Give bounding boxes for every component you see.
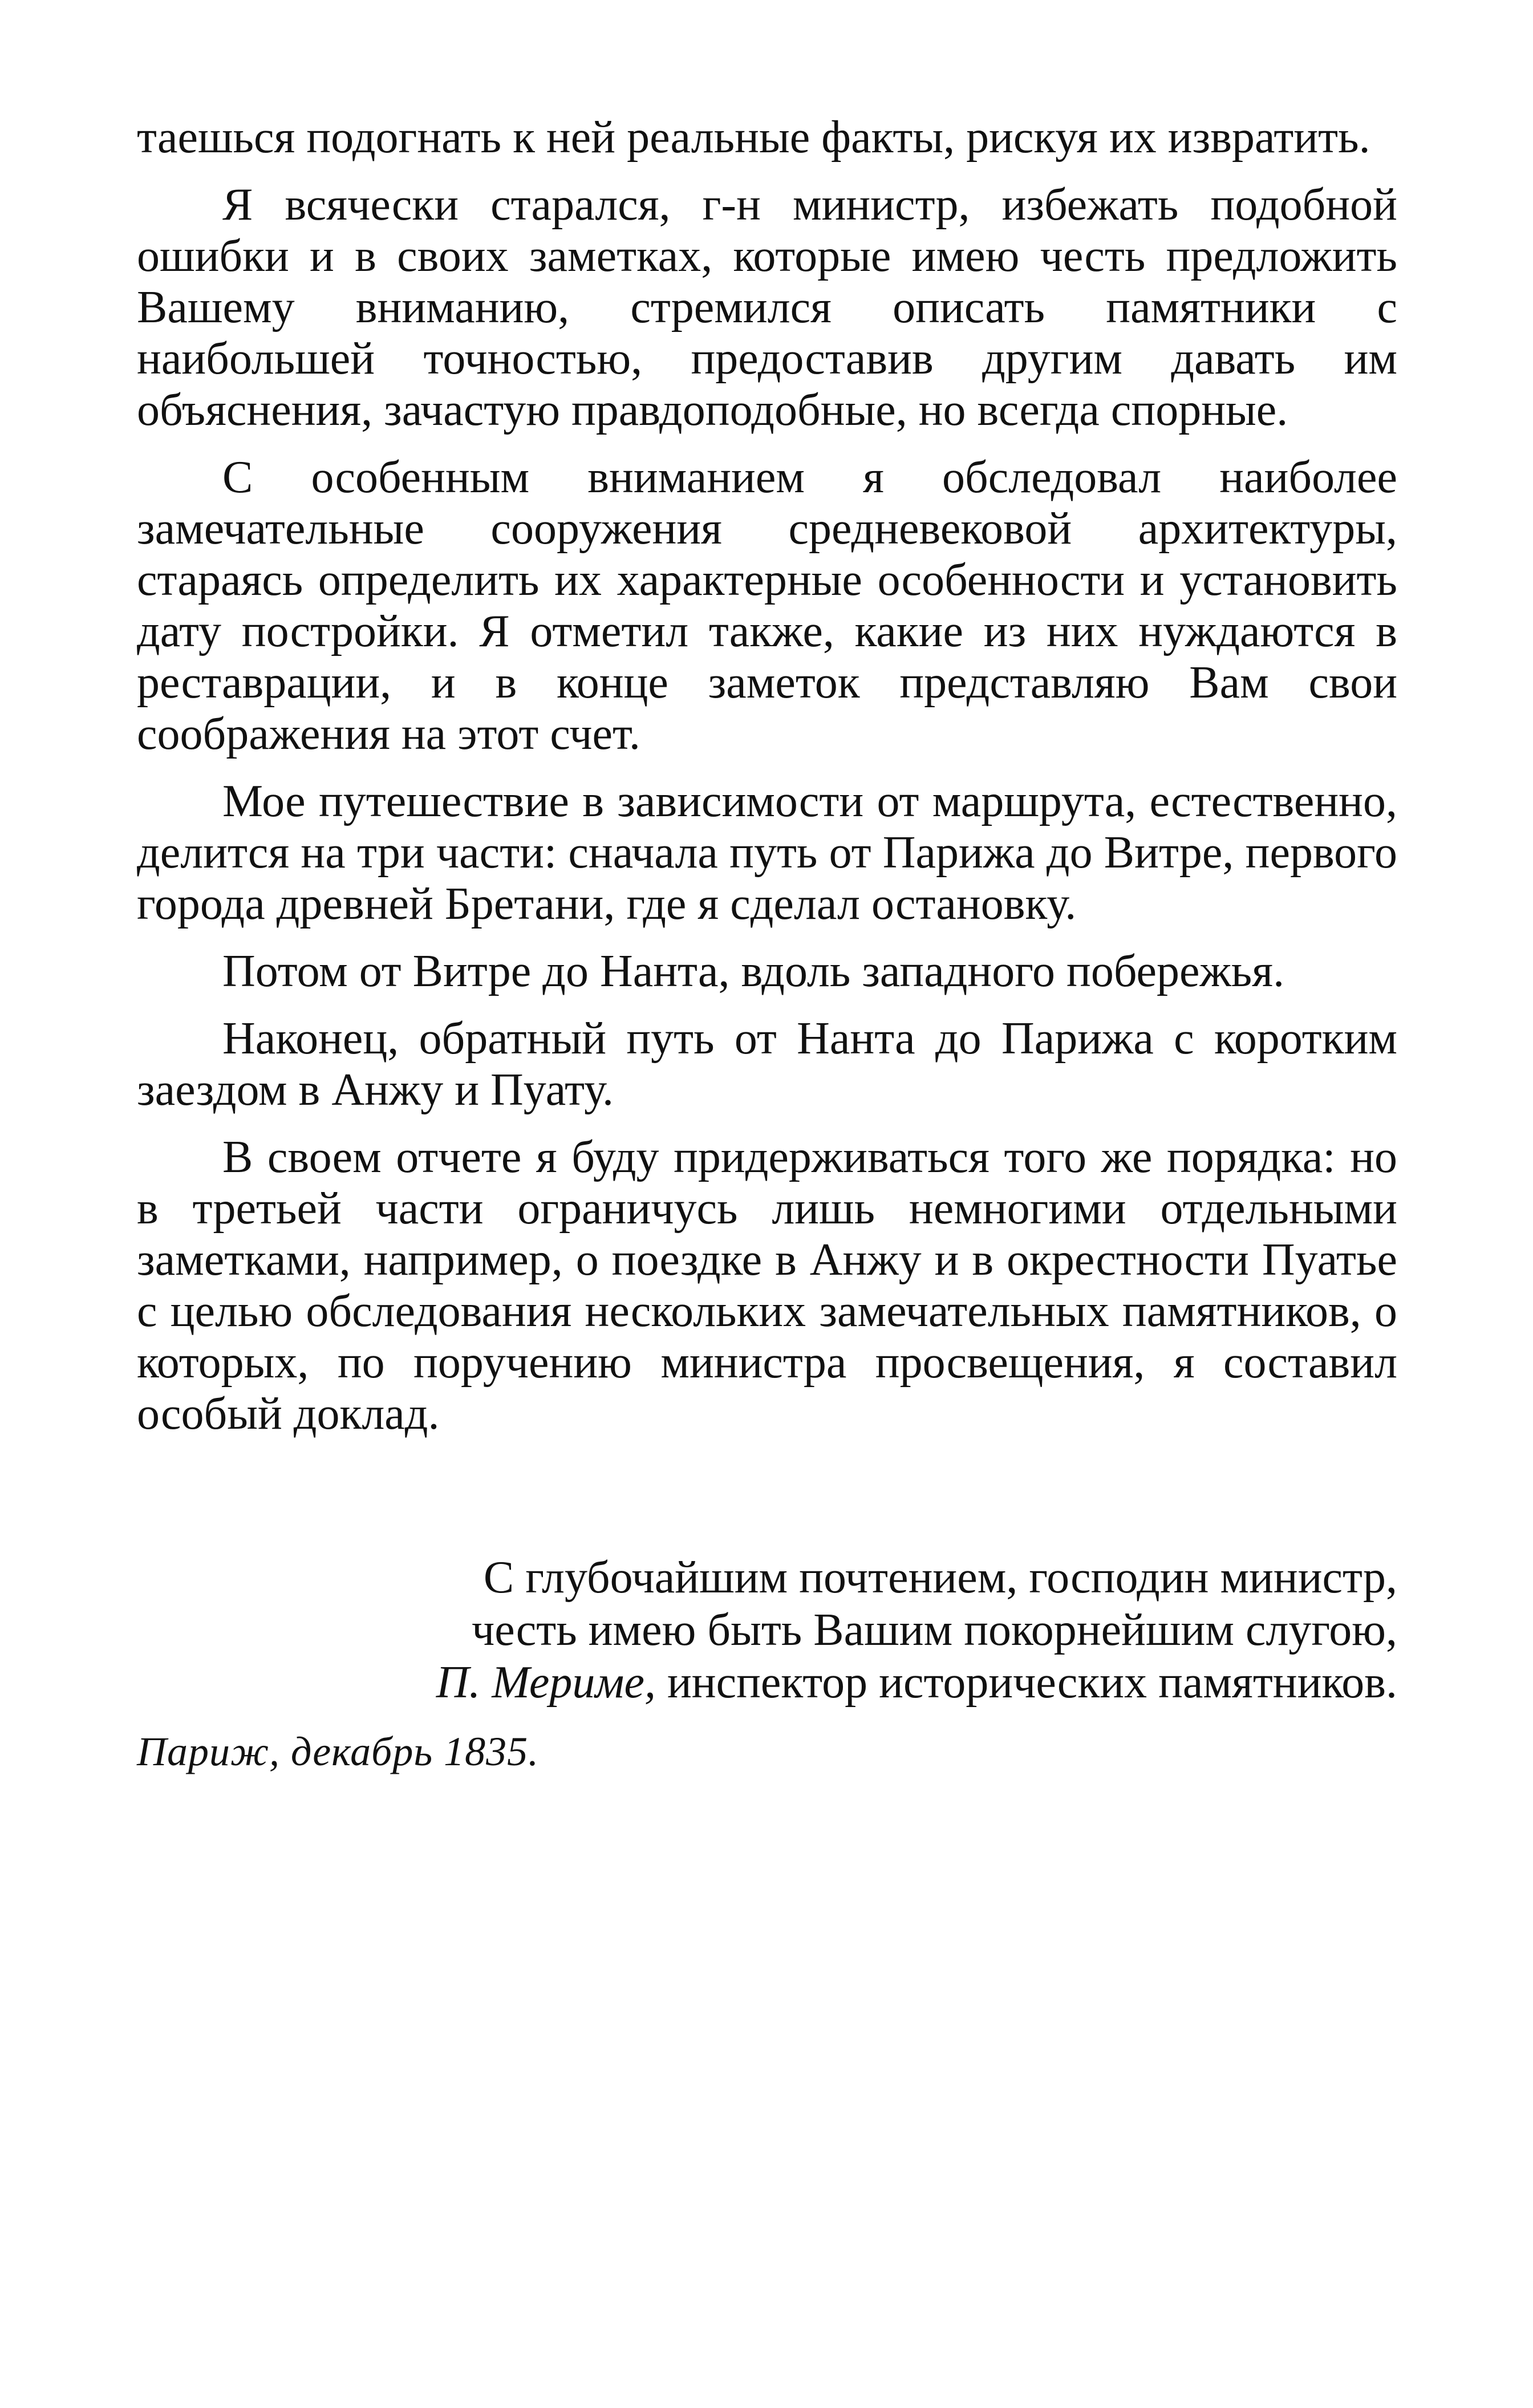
paragraph-vitre-nantes: Потом от Витре до Нанта, вдоль западного побережья. [222,946,1285,996]
signature-title: инспектор исторических памятников. [655,1657,1397,1708]
paragraph-report-order: В своем отчете я буду придерживаться того же порядка: но в третьей части ограничусь лишь немногими отдельными заметками, например, о поездке в Анжу и в окрестности Пуатье с целью обследования нескольких замечательных памятников, о которых, по поручению министра просвещения, я составил особый доклад. [137,1132,1397,1439]
paragraph-journey-parts: Мое путешествие в зависимости от маршрута, естественно, делится на три части: сначала путь от Парижа до Витре, первого города древней Бретани, где я сделал остановку. [137,776,1397,929]
signature-line [137,1656,1397,1709]
letter-closing [137,1551,1397,1709]
closing-line-1: С глубочайшим почтением, господин министр, [483,1552,1397,1603]
paragraph-continuation: таешься подогнать к ней реальные факты, рискуя их извратить. [137,112,1370,163]
paragraph-return-route: Наконец, обратный путь от Нанта до Парижа с коротким заездом в Анжу и Пуату. [137,1014,1397,1115]
paragraph-architecture: С особенным вниманием я обследовал наиболее замечательные сооружения средневековой архитектуры, стараясь определить их характерные особенности и установить дату постройки. Я отметил также, какие из них нуждаются в реставрации, и в конце заметок представляю Вам свои соображения на этот счет. [137,452,1397,759]
place-and-date: Париж, декабрь 1835. [137,1729,540,1774]
signature-name: П. Мериме, [436,1657,656,1708]
paragraph-avoiding-error: Я всячески старался, г-н министр, избежать подобной ошибки и в своих заметках, которые имею честь предложить Вашему вниманию, стремился описать памятники с наибольшей точностью, предоставив другим давать им объяснения, зачастую правдоподобные, но всегда спорные. [137,180,1397,435]
closing-line-2: честь имею быть Вашим покорнейшим слугою, [471,1605,1397,1655]
body-text [137,112,1397,1456]
